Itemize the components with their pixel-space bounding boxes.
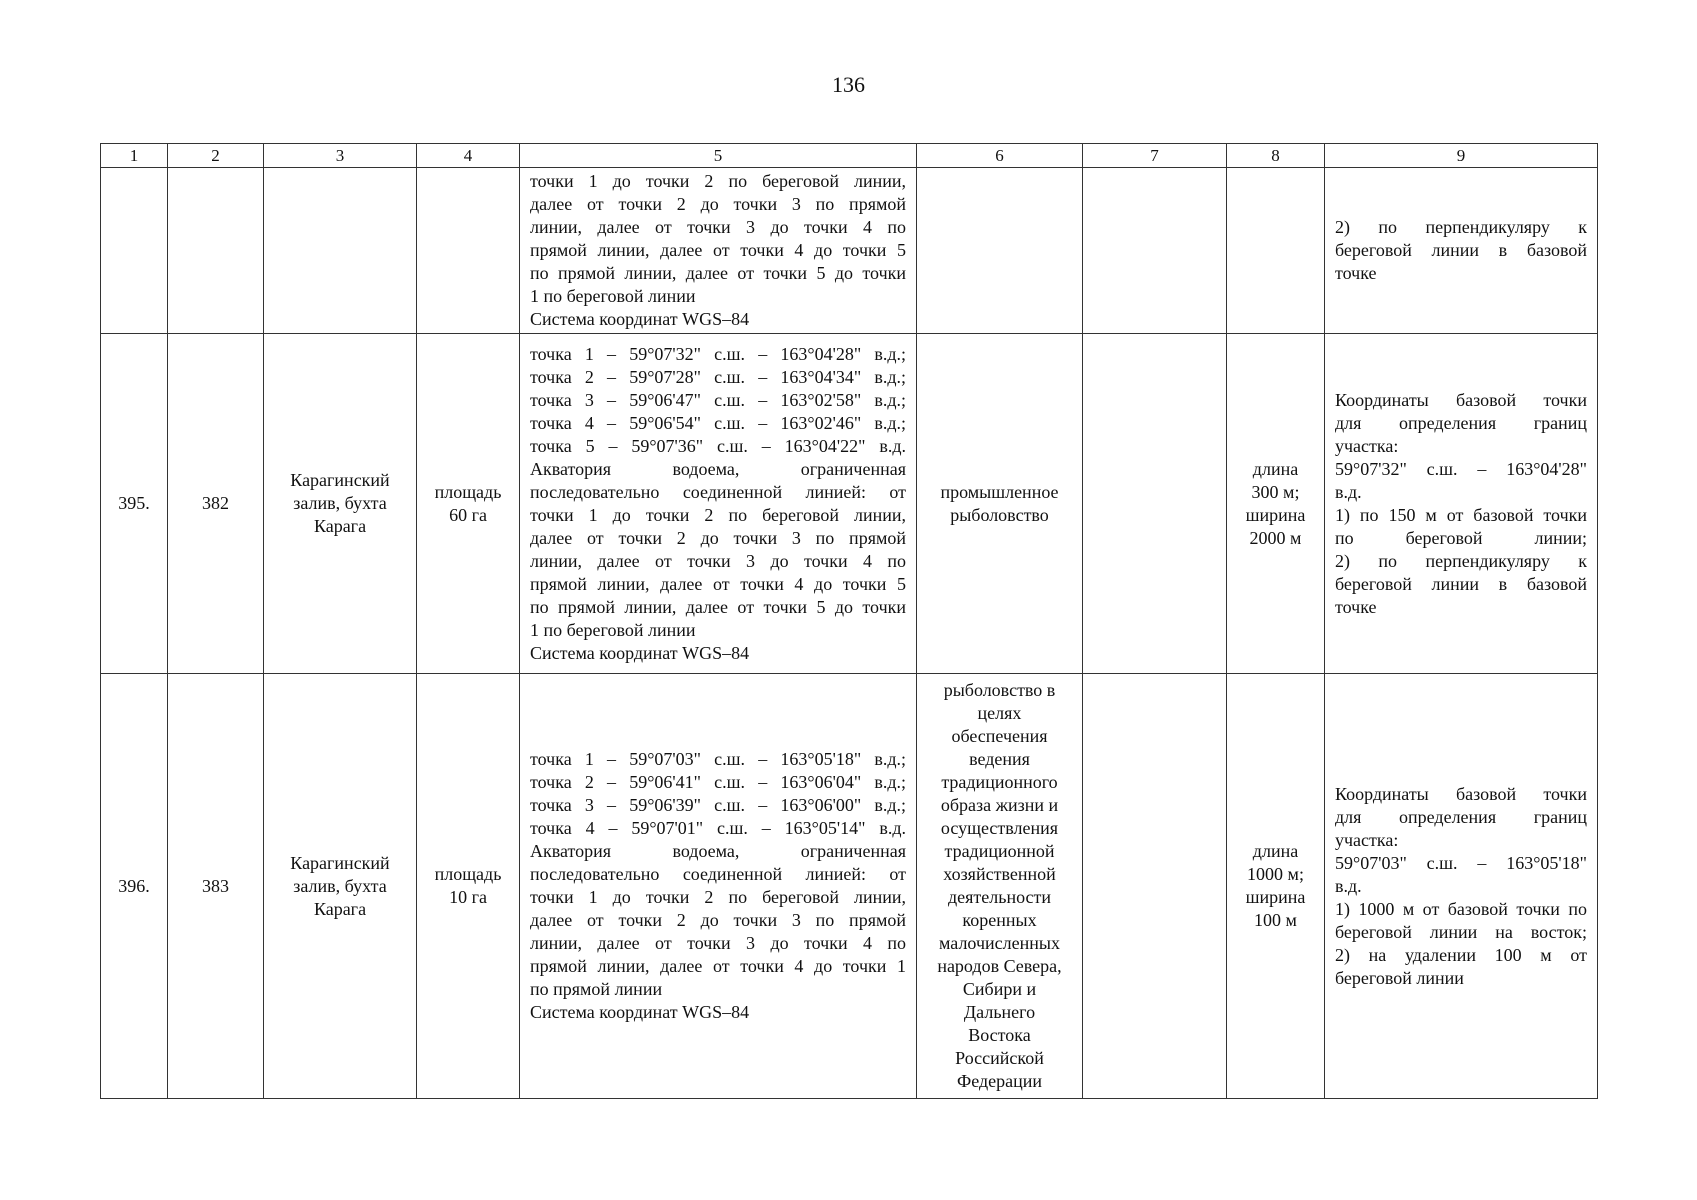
text-line: береговой линии (1335, 967, 1464, 988)
text-line: участка: (1335, 435, 1399, 456)
text-line: длина (1252, 841, 1299, 861)
text-line: залив, бухта (293, 493, 387, 513)
text-line: по прямой линии, далее от точки 5 до точки (530, 263, 906, 283)
header-row (101, 144, 1598, 168)
text-line: рыболовство (950, 504, 1049, 525)
header-cell: 2 (168, 144, 264, 168)
cell-id (168, 168, 264, 334)
cell-col7 (1083, 168, 1227, 334)
table-row-396 (101, 674, 1598, 1099)
cell-coordinates (520, 674, 917, 1099)
text-line: Акватория водоема, ограниченная (530, 841, 906, 861)
cell-area (417, 674, 520, 1099)
text-line: далее от точки 2 до точки 3 по прямой (530, 910, 906, 930)
text-line: Координаты базовой точки (1335, 783, 1587, 804)
text-line: народов Севера, (937, 956, 1062, 976)
text-line: линии, далее от точки 3 до точки 4 по (530, 933, 906, 953)
text-line: Карага (313, 898, 367, 919)
cell-number (101, 168, 168, 334)
text-line: для определения границ (1335, 412, 1587, 433)
text-line: участка: (1335, 829, 1399, 850)
text-line: 1) 1000 м от базовой точки по (1335, 898, 1587, 919)
text-line: точка 1 – 59°07'32" с.ш. – 163°04'28" в.д.; (530, 343, 906, 364)
text-line: 100 м (1254, 910, 1297, 930)
header-cell: 5 (520, 144, 917, 168)
text-line: точка 3 – 59°06'39" с.ш. – 163°06'00" в.д.; (530, 795, 906, 815)
text-line: традиционной (944, 841, 1055, 861)
cell-id: 383 (168, 674, 264, 1099)
header-cell: 3 (264, 144, 417, 168)
text-line: ведения (969, 749, 1030, 769)
text-line: береговой линии в базовой (1335, 573, 1587, 594)
text-line: последовательно соединенной линией: от (530, 864, 906, 884)
text-line: Система координат WGS–84 (530, 309, 750, 329)
text-line: промышленное (940, 481, 1059, 502)
cell-number: 395. (101, 334, 168, 674)
text-line: малочисленных (939, 933, 1060, 953)
header-cell: 4 (417, 144, 520, 168)
cell-col7 (1083, 674, 1227, 1099)
header-cell: 9 (1325, 144, 1598, 168)
text-line: линии, далее от точки 3 до точки 4 по (530, 550, 906, 571)
text-line: точка 3 – 59°06'47" с.ш. – 163°02'58" в.д.; (530, 389, 906, 410)
text-line: далее от точки 2 до точки 3 по прямой (530, 194, 906, 214)
header-cell: 6 (917, 144, 1083, 168)
text-line: традиционного (941, 772, 1058, 792)
text-line: в.д. (1335, 875, 1362, 896)
cell-size (1227, 334, 1325, 674)
text-line: деятельности (947, 887, 1052, 907)
text-line: далее от точки 2 до точки 3 по прямой (530, 527, 906, 548)
text-line: 59°07'03" с.ш. – 163°05'18" (1335, 852, 1587, 873)
text-line: точка 5 – 59°07'36" с.ш. – 163°04'22" в.д. (530, 435, 906, 456)
text-line: 1 по береговой линии (530, 619, 696, 640)
cell-id: 382 (168, 334, 264, 674)
text-line: Российской (955, 1048, 1044, 1068)
cell-location (264, 674, 417, 1099)
text-line: береговой линии в базовой (1335, 240, 1587, 260)
cell-purpose (917, 334, 1083, 674)
text-line: залив, бухта (293, 875, 387, 896)
cell-coordinates (520, 334, 917, 674)
text-line: хозяйственной (943, 864, 1056, 884)
data-table (100, 143, 1598, 1099)
text-line: Система координат WGS–84 (530, 1002, 750, 1022)
text-line: 10 га (449, 887, 487, 907)
cell-base-point (1325, 674, 1598, 1099)
text-line: точке (1335, 263, 1377, 283)
text-line: прямой линии, далее от точки 4 до точки 5 (530, 240, 906, 260)
text-line: точка 2 – 59°07'28" с.ш. – 163°04'34" в.д.; (530, 366, 906, 387)
text-line: Координаты базовой точки (1335, 389, 1587, 410)
cell-purpose (917, 674, 1083, 1099)
text-line: длина (1252, 458, 1299, 479)
text-line: целях (977, 703, 1022, 723)
cell-area (417, 334, 520, 674)
text-line: точка 2 – 59°06'41" с.ш. – 163°06'04" в.д.; (530, 772, 906, 792)
text-line: ширина (1245, 504, 1306, 525)
text-line: ширина (1245, 887, 1306, 907)
text-line: 2000 м (1249, 527, 1302, 548)
page-number: 136 (832, 72, 865, 97)
text-line: прямой линии, далее от точки 4 до точки 1 (530, 956, 906, 976)
text-line: Сибири и (962, 979, 1037, 999)
text-line: Карага (313, 516, 367, 536)
text-line: береговой линии на восток; (1335, 921, 1587, 942)
text-line: точки 1 до точки 2 по береговой линии, (530, 887, 906, 907)
cell-location (264, 168, 417, 334)
text-line: 1 по береговой линии (530, 286, 696, 306)
text-line: Карагинский (290, 852, 390, 873)
cell-location (264, 334, 417, 674)
text-line: точка 1 – 59°07'03" с.ш. – 163°05'18" в.д.; (530, 749, 906, 769)
text-line: Карагинский (290, 470, 390, 490)
cell-purpose (917, 168, 1083, 334)
text-line: 1000 м; (1247, 864, 1304, 884)
text-line: осуществления (940, 818, 1059, 838)
text-line: Дальнего (963, 1002, 1036, 1022)
text-line: 1) по 150 м от базовой точки (1335, 504, 1587, 525)
text-line: 300 м; (1251, 481, 1300, 502)
text-line: точки 1 до точки 2 по береговой линии, (530, 504, 906, 525)
cell-base-point (1325, 168, 1598, 334)
cell-col7 (1083, 334, 1227, 674)
text-line: коренных (962, 910, 1037, 930)
text-line: Востока (968, 1025, 1031, 1045)
cell-size (1227, 674, 1325, 1099)
header-cell: 7 (1083, 144, 1227, 168)
cell-number: 396. (101, 674, 168, 1099)
text-line: 59°07'32" с.ш. – 163°04'28" (1335, 458, 1587, 479)
text-line: по прямой линии (530, 979, 663, 999)
text-line: точке (1335, 596, 1377, 617)
table-row-395 (101, 334, 1598, 674)
text-line: последовательно соединенной линией: от (530, 481, 906, 502)
text-line: площадь (434, 864, 502, 884)
text-line: Система координат WGS–84 (530, 642, 750, 663)
text-line: прямой линии, далее от точки 4 до точки 5 (530, 573, 906, 594)
cell-coordinates (520, 168, 917, 334)
text-line: по береговой линии; (1335, 527, 1587, 548)
text-line: по прямой линии, далее от точки 5 до точки (530, 596, 906, 617)
text-line: площадь (434, 481, 502, 502)
text-line: обеспечения (951, 726, 1048, 746)
table-row-continued (101, 168, 1598, 334)
text-line: 2) на удалении 100 м от (1335, 944, 1587, 965)
header-cell: 8 (1227, 144, 1325, 168)
text-line: 60 га (449, 504, 487, 525)
text-line: рыболовство в (943, 680, 1056, 700)
text-line: Акватория водоема, ограниченная (530, 458, 906, 479)
text-line: образа жизни и (940, 795, 1059, 815)
header-cell: 1 (101, 144, 168, 168)
cell-area (417, 168, 520, 334)
cell-base-point (1325, 334, 1598, 674)
text-line: для определения границ (1335, 806, 1587, 827)
text-line: 2) по перпендикуляру к (1335, 217, 1587, 237)
text-line: Федерации (956, 1071, 1042, 1091)
text-line: точка 4 – 59°07'01" с.ш. – 163°05'14" в.д. (530, 818, 906, 838)
text-line: 2) по перпендикуляру к (1335, 550, 1587, 571)
cell-size (1227, 168, 1325, 334)
text-line: линии, далее от точки 3 до точки 4 по (530, 217, 906, 237)
text-line: точка 4 – 59°06'54" с.ш. – 163°02'46" в.д.; (530, 412, 906, 433)
text-line: точки 1 до точки 2 по береговой линии, (530, 171, 906, 191)
text-line: в.д. (1335, 481, 1362, 502)
